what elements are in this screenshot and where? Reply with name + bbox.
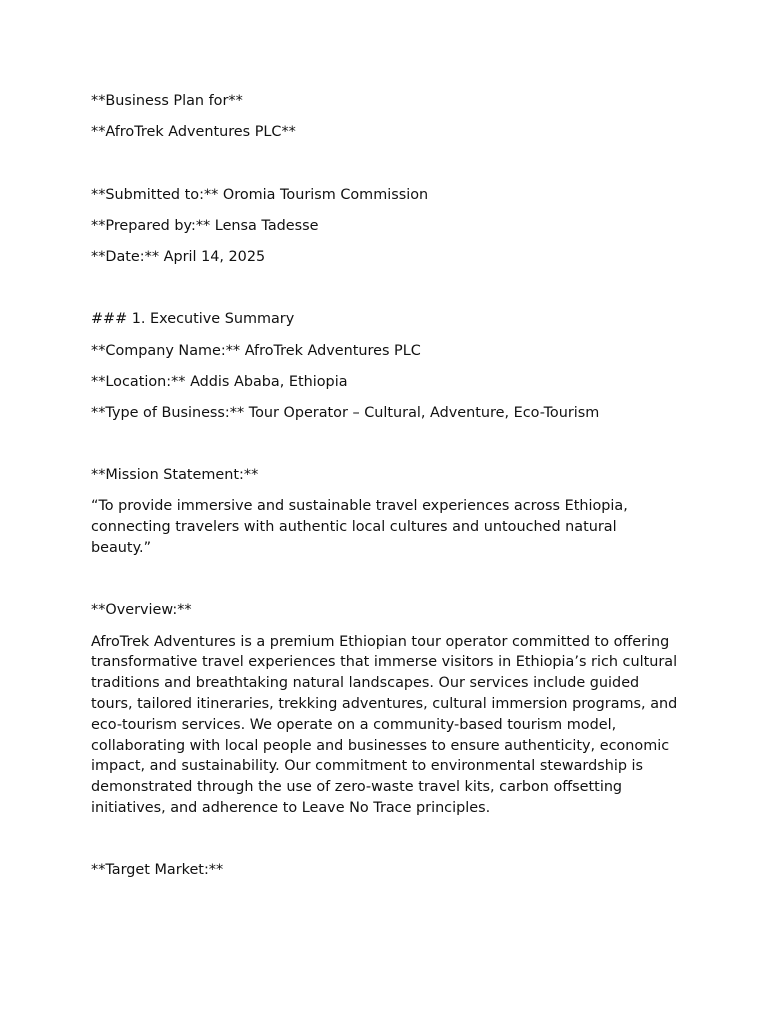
overview-text: AfroTrek Adventures is a premium Ethiopian tour operator committed to offering transformative travel experiences that immerse visitors in Ethiopia’s rich cultural traditions and breathtaking natural landscapes. Our services include guided tours, tailored itineraries, trekking adventures, cultural immersion programs, and eco-tourism services. We operate on a community-based tourism model, collaborating with local people and businesses to ensure authenticity, economic impact, and sustainability. Our commitment to environmental stewardship is demonstrated through the use of zero-waste travel kits, carbon offsetting initiatives, and adherence to Leave No Trace principles. xyxy=(91,633,678,817)
company-name-line: **Company Name:** AfroTrek Adventures PLC xyxy=(91,342,421,359)
mission-statement-heading: **Mission Statement:** xyxy=(91,467,259,484)
prepared-by-line: **Prepared by:** Lensa Tadesse xyxy=(91,217,319,234)
overview-heading: **Overview:** xyxy=(91,602,192,619)
executive-summary-heading: ### 1. Executive Summary xyxy=(91,311,295,328)
location-line: **Location:** Addis Ababa, Ethiopia xyxy=(91,373,348,390)
date-line: **Date:** April 14, 2025 xyxy=(91,248,266,265)
title-line-2: **AfroTrek Adventures PLC** xyxy=(91,124,296,141)
target-market-heading: **Target Market:** xyxy=(91,862,224,879)
title-line-1: **Business Plan for** xyxy=(91,93,243,109)
mission-statement-text: “To provide immersive and sustainable travel experiences across Ethiopia, connecting travelers with authentic local cultures and untouched natural beauty.” xyxy=(91,498,628,557)
document-body xyxy=(91,91,681,892)
business-type-line: **Type of Business:** Tour Operator – Cultural, Adventure, Eco-Tourism xyxy=(91,404,600,421)
submitted-to-line: **Submitted to:** Oromia Tourism Commission xyxy=(91,186,429,203)
